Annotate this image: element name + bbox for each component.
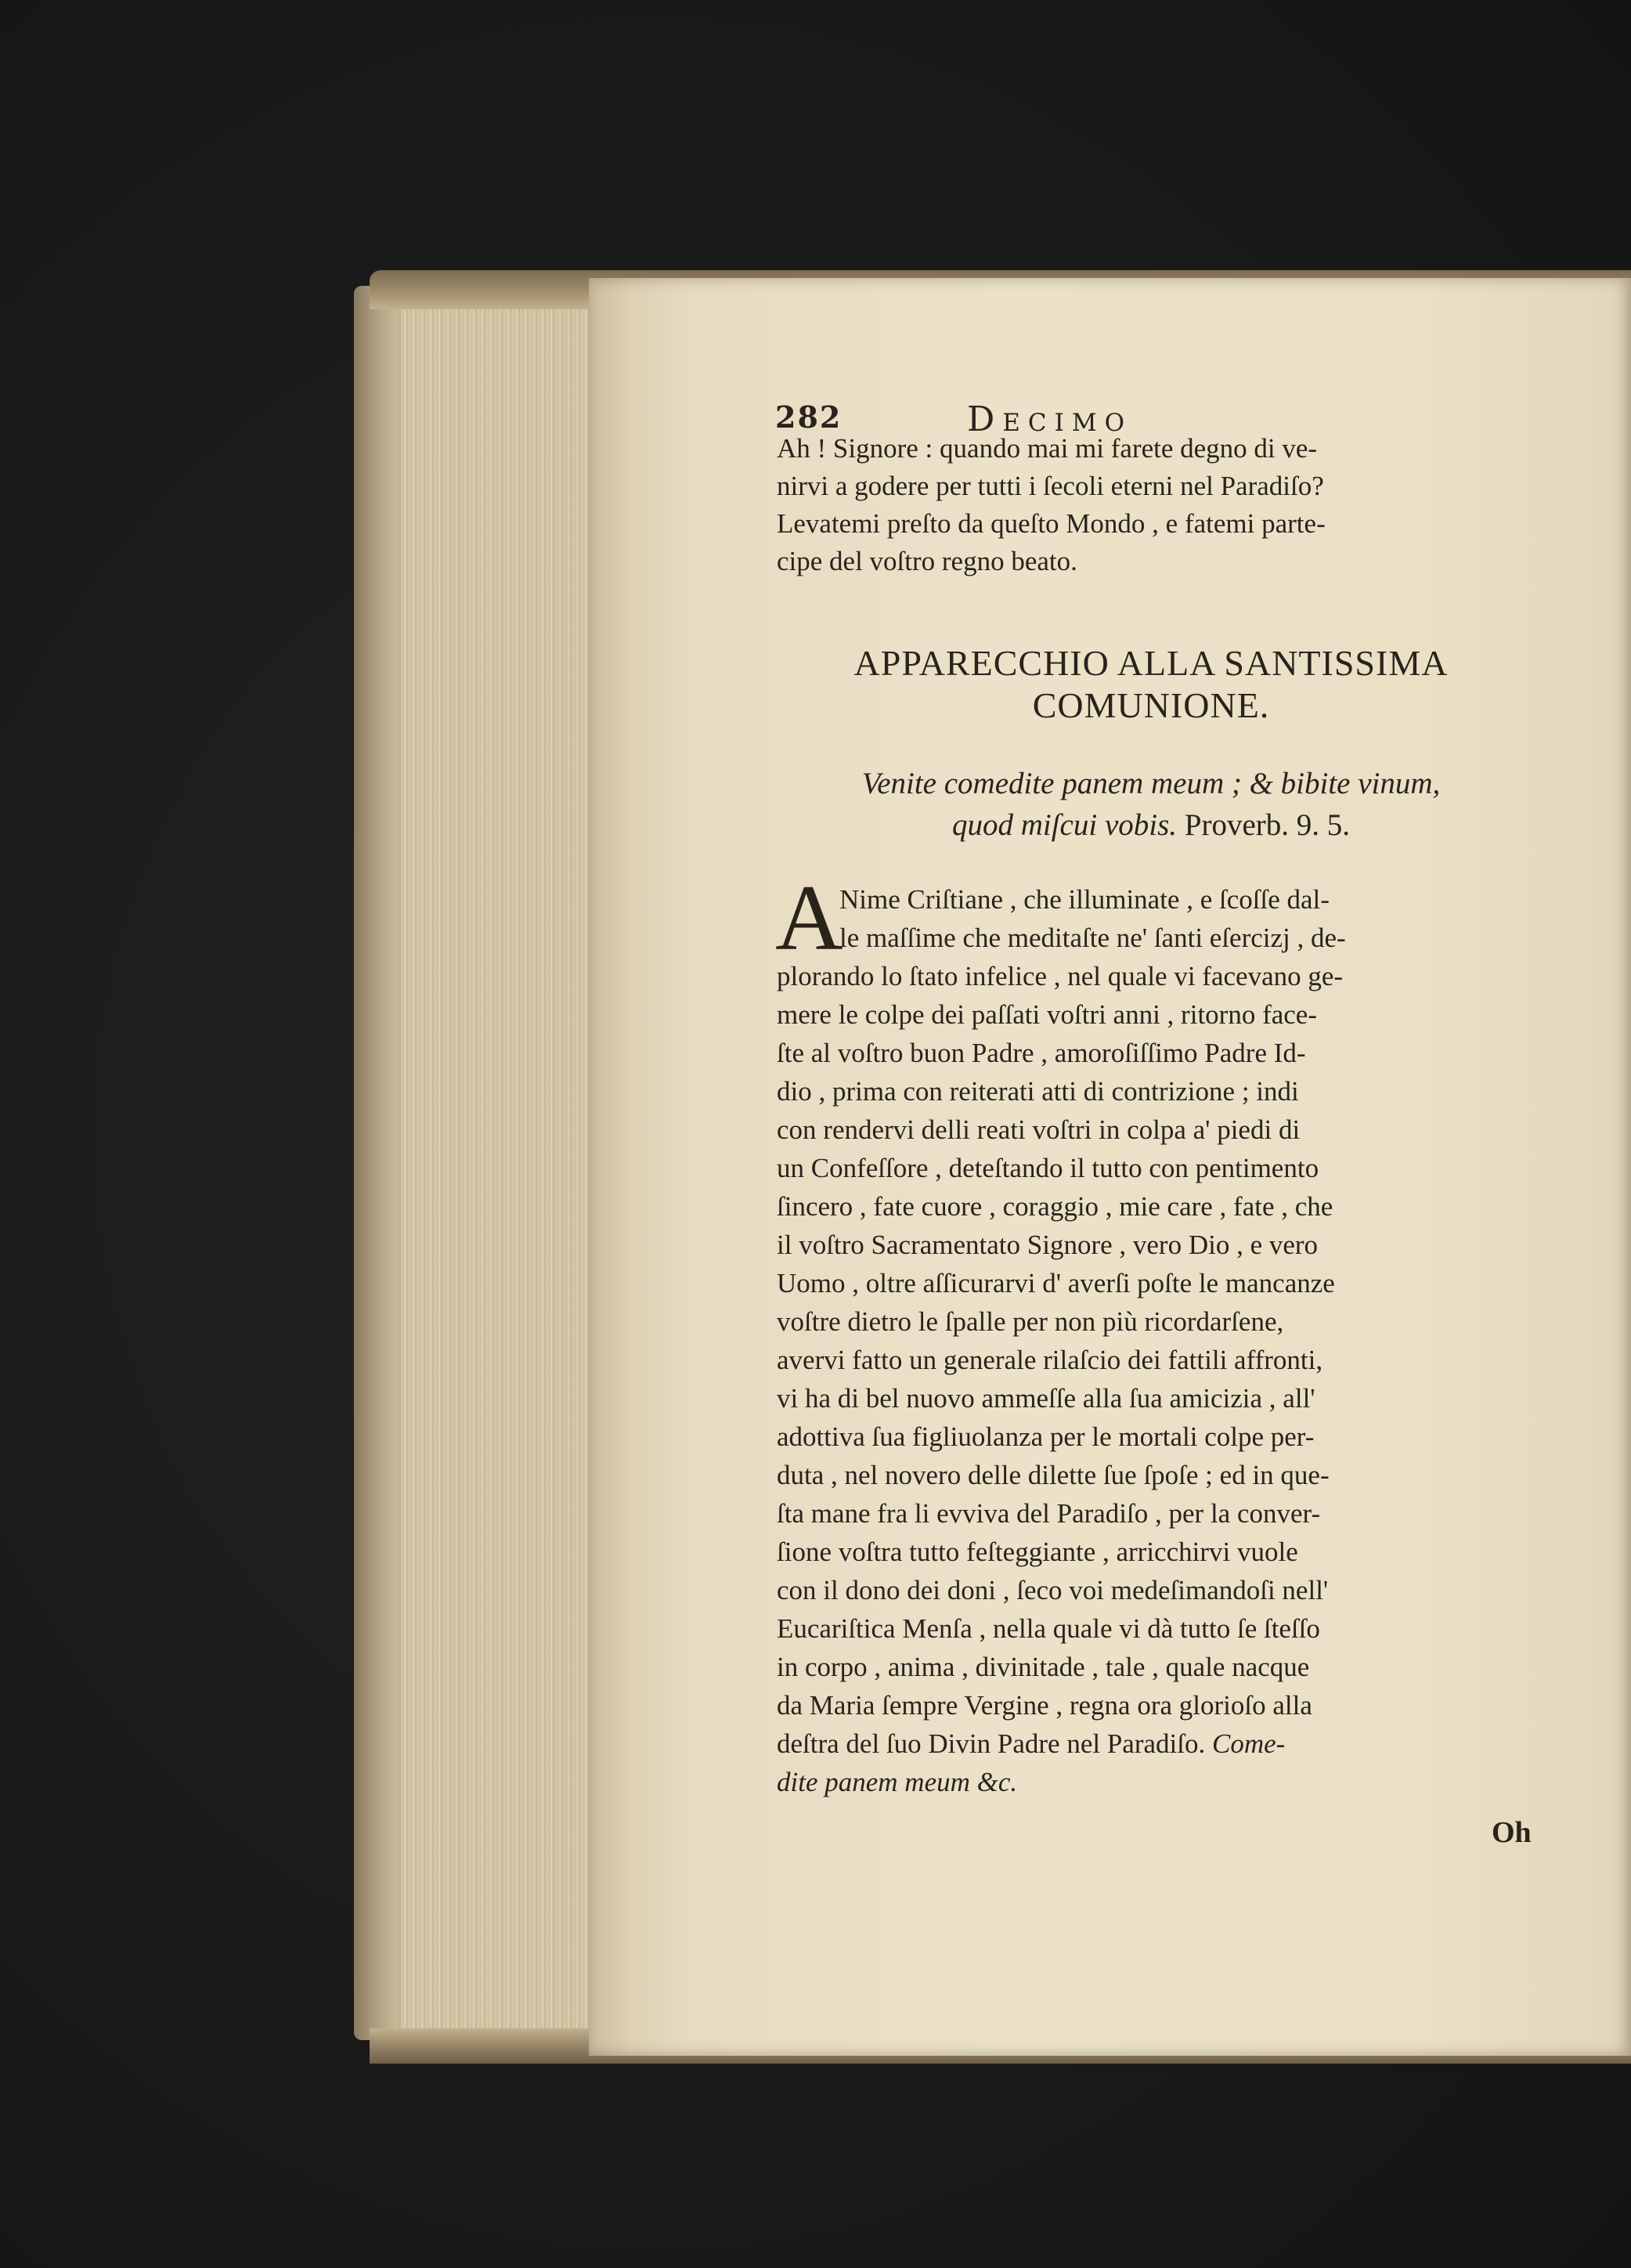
paragraph-line: vi ha di bel nuovo ammeſſe alla ſua amicizia , all' bbox=[777, 1383, 1315, 1414]
catchword: Oh bbox=[1492, 1816, 1532, 1849]
paragraph-line: voſtre dietro le ſpalle per non più ricordarſene, bbox=[777, 1306, 1284, 1337]
paragraph-line: Nime Criſtiane , che illuminate , e ſcoſſe dal- bbox=[839, 884, 1330, 915]
paragraph-line: ſincero , fate cuore , coraggio , mie care , fate , che bbox=[777, 1191, 1333, 1222]
paragraph-line: avervi fatto un generale rilaſcio dei fattili affronti, bbox=[777, 1345, 1323, 1375]
intro-line: Levatemi preſto da queſto Mondo , e fatemi parte- bbox=[777, 508, 1326, 539]
page-text bbox=[548, 399, 1532, 1849]
paragraph-line: il voſtro Sacramentato Signore , vero Dio , e vero bbox=[777, 1230, 1319, 1260]
paragraph-line: con il dono dei doni , ſeco voi medeſimandoſi nell' bbox=[777, 1575, 1329, 1605]
drop-cap: A bbox=[775, 865, 843, 970]
paragraph-line: un Confeſſore , deteſtando il tutto con pentimento bbox=[777, 1153, 1319, 1183]
intro-line: cipe del voſtro regno beato. bbox=[777, 546, 1077, 576]
paragraph-line: adottiva ſua figliuolanza per le mortali colpe per- bbox=[777, 1421, 1315, 1452]
paragraph-line: le maſſime che meditaſte ne' ſanti eſercizj , de- bbox=[839, 923, 1346, 953]
intro-line: Ah ! Signore : quando mai mi farete degno di ve- bbox=[777, 433, 1318, 464]
paragraph-line: Uomo , oltre aſſicurarvi d' averſi poſte le mancanze bbox=[777, 1268, 1335, 1298]
paragraph-line: duta , nel novero delle dilette ſue ſpoſe ; ed in que- bbox=[777, 1460, 1330, 1490]
paragraph-line: con rendervi delli reati voſtri in colpa a' piedi di bbox=[777, 1114, 1301, 1145]
epigraph-line-2 bbox=[775, 805, 1527, 846]
paragraph-line bbox=[777, 1724, 1285, 1763]
section-heading-line-1: APPARECCHIO ALLA SANTISSIMA bbox=[853, 643, 1449, 683]
epigraph-text: Venite comedite panem meum ; & bibite vinum, bbox=[861, 767, 1441, 800]
paragraph-line: da Maria ſempre Vergine , regna ora glorioſo alla bbox=[777, 1690, 1312, 1721]
paragraph-line: Eucariſtica Menſa , nella quale vi dà tutto ſe ſteſſo bbox=[777, 1613, 1320, 1644]
paragraph-text: deſtra del ſuo Divin Padre nel Paradiſo. bbox=[777, 1728, 1206, 1759]
paragraph-line: plorando lo ſtato infelice , nel quale vi facevano ge- bbox=[777, 961, 1344, 991]
epigraph-line-1 bbox=[775, 764, 1527, 804]
paragraph-line: dite panem meum &c. bbox=[777, 1767, 1018, 1797]
paragraph-line: dio , prima con reiterati atti di contrizione ; indi bbox=[777, 1076, 1299, 1107]
page-number: 282 bbox=[775, 399, 843, 435]
epigraph-reference: Proverb. 9. 5. bbox=[1177, 808, 1351, 842]
paragraph-line: mere le colpe dei paſſati voſtri anni , ritorno face- bbox=[777, 999, 1317, 1030]
epigraph-text: quod miſcui vobis. bbox=[951, 808, 1178, 842]
paragraph-line: ſione voſtra tutto feſteggiante , arricchirvi vuole bbox=[777, 1537, 1298, 1567]
section-heading-line-2: COMUNIONE. bbox=[1032, 685, 1270, 725]
running-title: Decimo bbox=[967, 399, 1133, 439]
paragraph-line: ſte al voſtro buon Padre , amoroſiſſimo Padre Id- bbox=[777, 1038, 1306, 1068]
paragraph-line: in corpo , anima , divinitade , tale , quale nacque bbox=[777, 1652, 1310, 1682]
intro-line: nirvi a godere per tutti i ſecoli eterni nel Paradiſo? bbox=[777, 471, 1324, 501]
paragraph-italic-text: Come- bbox=[1211, 1728, 1286, 1759]
paragraph-line: ſta mane fra li evviva del Paradiſo , per la conver- bbox=[777, 1498, 1321, 1529]
